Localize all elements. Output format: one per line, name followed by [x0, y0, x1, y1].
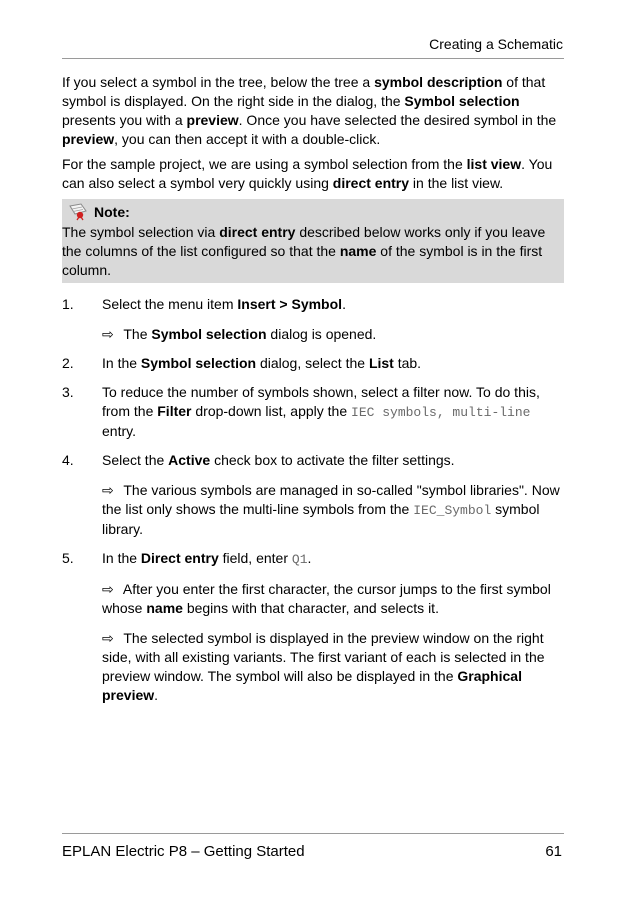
- text-span: dialog is opened.: [266, 326, 377, 342]
- bold-term: Filter: [157, 403, 192, 419]
- instruction-steps: [62, 295, 564, 705]
- step-item: [62, 383, 564, 441]
- text-span: The various symbols are managed in so-called "symbol libraries". Now the list only shows the multi-line symbols from the: [102, 482, 560, 517]
- text-span: field, enter: [218, 550, 292, 566]
- bold-term: Active: [168, 452, 211, 468]
- text-span: drop-down list, apply the: [191, 403, 352, 419]
- bold-term: preview: [62, 131, 115, 147]
- note-icon: [68, 203, 88, 221]
- text-span: In the: [102, 550, 141, 566]
- bold-term: name: [146, 600, 183, 616]
- code-term: IEC_Symbol: [413, 503, 492, 518]
- text-span: The selected symbol is displayed in the preview window on the right side, with all existing variants. The first variant of each is selected in the preview window. The symbol will also be displayed in the: [102, 630, 545, 684]
- paragraph-symbol-description: [62, 73, 564, 149]
- result-arrow-icon: ⇨: [102, 581, 114, 597]
- page-number: 61: [545, 843, 562, 860]
- note-header: [62, 201, 564, 223]
- step-number: 4.: [62, 452, 74, 468]
- text-span: described below works only if you leave the columns of the list configured so that the: [62, 224, 546, 259]
- bold-term: Direct entry: [140, 550, 219, 566]
- result-arrow-icon: ⇨: [102, 482, 114, 498]
- text-span: symbol library.: [102, 501, 540, 537]
- step-item: [62, 451, 564, 539]
- bold-term: name: [339, 243, 377, 259]
- text-span: After you enter the first character, the cursor jumps to the first symbol whose: [102, 581, 551, 616]
- step-item: [62, 354, 564, 373]
- body-text: [62, 73, 564, 715]
- running-header: Creating a Schematic: [429, 36, 563, 52]
- note-text: [62, 223, 564, 280]
- text-span: of that symbol is displayed. On the right side in the dialog, the: [62, 74, 546, 109]
- bold-term: Graphical preview: [102, 668, 522, 703]
- code-term: IEC symbols, multi-line: [351, 405, 531, 420]
- text-span: .: [307, 550, 312, 566]
- text-span: For the sample project, we are using a symbol selection from the: [62, 156, 467, 172]
- text-span: If you select a symbol in the tree, below the tree a: [62, 74, 375, 90]
- text-span: The symbol selection via: [62, 224, 220, 240]
- bold-term: direct entry: [332, 175, 410, 191]
- step-number: 2.: [62, 355, 74, 371]
- text-span: . Once you have selected the desired symbol in the: [238, 112, 557, 128]
- bold-term: Symbol selection: [151, 326, 267, 342]
- step-result: [102, 325, 564, 344]
- text-span: .: [154, 687, 159, 703]
- bold-term: list view: [466, 156, 522, 172]
- text-span: of the symbol is in the first column.: [62, 243, 543, 278]
- text-span: check box to activate the filter settings.: [210, 452, 455, 468]
- step-result: [102, 481, 564, 539]
- bold-term: List: [368, 355, 394, 371]
- bold-term: Insert > Symbol: [237, 296, 343, 312]
- text-span: presents you with a: [62, 112, 187, 128]
- text-span: In the: [102, 355, 141, 371]
- bold-term: symbol description: [374, 74, 503, 90]
- step-number: 5.: [62, 550, 74, 566]
- note-box: [62, 199, 564, 283]
- text-span: , you can then accept it with a double-click.: [114, 131, 381, 147]
- bold-term: Symbol selection: [404, 93, 520, 109]
- bold-term: Symbol selection: [140, 355, 257, 371]
- result-arrow-icon: ⇨: [102, 326, 114, 342]
- text-span: The: [119, 326, 152, 342]
- text-span: dialog, select the: [256, 355, 369, 371]
- step-result: [102, 629, 564, 705]
- note-title: Note:: [94, 203, 130, 220]
- text-span: .: [342, 296, 346, 312]
- result-arrow-icon: ⇨: [102, 630, 114, 646]
- step-number: 3.: [62, 384, 74, 400]
- header-rule: [62, 58, 564, 59]
- text-span: Select the menu item: [102, 296, 238, 312]
- step-number: 1.: [62, 296, 74, 312]
- footer-title: EPLAN Electric P8 – Getting Started: [62, 843, 305, 860]
- step-item: [62, 295, 564, 344]
- bold-term: preview: [186, 112, 239, 128]
- bold-term: direct entry: [219, 224, 296, 240]
- paragraph-list-view: [62, 155, 564, 193]
- code-term: Q1: [291, 552, 308, 567]
- text-span: To reduce the number of symbols shown, select a filter now. To do this, from the: [102, 384, 540, 419]
- text-span: in the list view.: [409, 175, 504, 191]
- step-item: [62, 549, 564, 705]
- text-span: . You can also select a symbol very quickly using: [62, 156, 553, 191]
- text-span: begins with that character, and selects it.: [182, 600, 439, 616]
- text-span: Select the: [102, 452, 169, 468]
- footer-rule: [62, 833, 564, 834]
- step-result: [102, 580, 564, 618]
- text-span: entry.: [102, 423, 136, 439]
- text-span: tab.: [393, 355, 422, 371]
